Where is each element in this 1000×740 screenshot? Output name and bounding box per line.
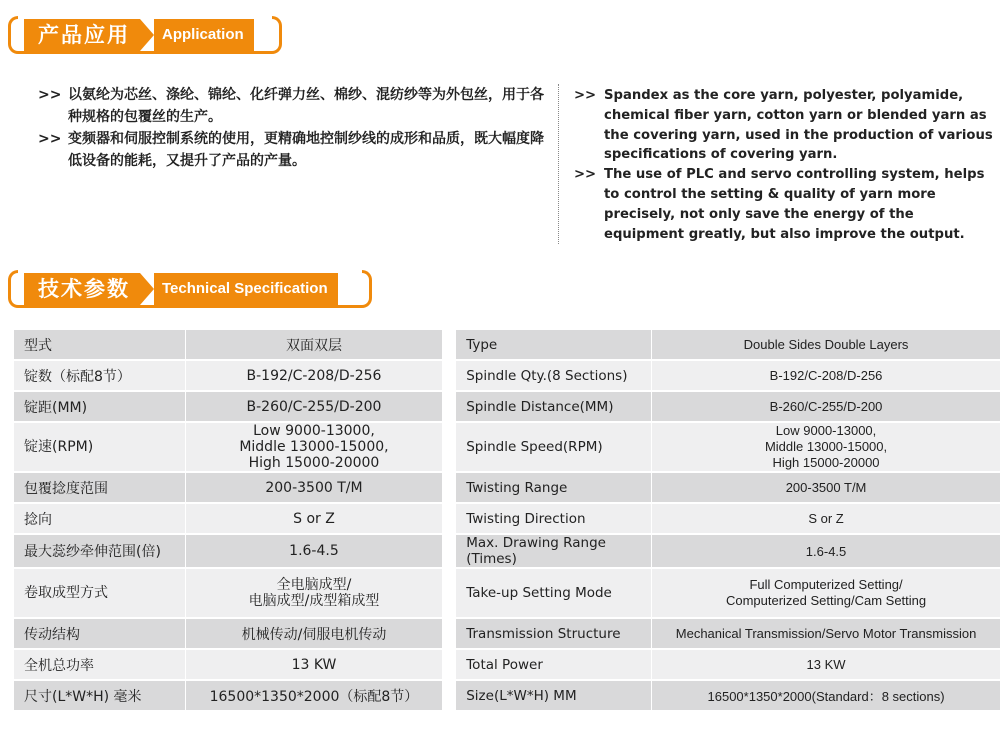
application-text-cn: [38, 84, 548, 172]
spec-row: [14, 422, 1000, 472]
spec-value-en: Mechanical Transmission/Servo Motor Transmission: [652, 618, 1000, 649]
header-bracket-right: [362, 270, 372, 308]
spec-value-en: Full Computerized Setting/ Computerized Setting/Cam Setting: [652, 568, 1000, 618]
spec-value-cn: 机械传动/伺服电机传动: [185, 618, 449, 649]
spec-row: [14, 568, 1000, 618]
bullet-marker-icon: >>: [574, 88, 597, 103]
header-underline: [18, 51, 272, 54]
spec-row: [14, 534, 1000, 568]
spec-label-en: Spindle Distance(MM): [449, 391, 651, 422]
spec-header: [8, 270, 372, 308]
spec-title-cn: 技术参数: [24, 273, 140, 305]
spec-row: [14, 649, 1000, 680]
header-bracket-left: [8, 16, 18, 54]
application-text-en: [574, 86, 994, 244]
spec-value-cn: 16500*1350*2000（标配8节）: [185, 680, 449, 711]
spec-label-cn: 锭数（标配8节）: [14, 360, 185, 391]
bullet-marker-icon: >>: [38, 87, 62, 103]
spec-row: [14, 503, 1000, 534]
spec-row: [14, 618, 1000, 649]
application-item-en: >> The use of PLC and servo controlling system, helps to control the setting & quality of yarn more precisely, not only save the energy of the equipment greatly, but also improve the output.: [574, 167, 985, 242]
spec-label-en: Take-up Setting Mode: [449, 568, 651, 618]
spec-row: [14, 472, 1000, 503]
bullet-marker-icon: >>: [574, 167, 597, 183]
application-title-cn: 产品应用: [24, 19, 140, 51]
application-header: [8, 16, 372, 54]
spec-label-cn: 锭距(MM): [14, 391, 185, 422]
spec-label-en: Type: [449, 330, 651, 360]
bullet-marker-icon: >>: [38, 131, 62, 147]
application-item-cn: >> 以氨纶为芯丝、涤纶、锦纶、化纤弹力丝、棉纱、混纺纱等为外包丝，用于各种规格的包覆丝的生产。: [38, 84, 548, 128]
spec-value-cn: 全电脑成型/ 电脑成型/成型箱成型: [185, 568, 449, 618]
spec-label-en: Twisting Direction: [449, 503, 651, 534]
spec-label-cn: 包覆捻度范围: [14, 472, 185, 503]
spec-row: [14, 391, 1000, 422]
spec-table: [14, 330, 1000, 712]
application-title-en: Application: [154, 19, 254, 51]
spec-label-en: Spindle Qty.(8 Sections): [449, 360, 651, 391]
spec-value-cn: B-192/C-208/D-256: [185, 360, 449, 391]
header-arrow-icon: [140, 19, 154, 51]
column-divider: [558, 84, 559, 244]
spec-value-cn: 双面双层: [185, 330, 449, 360]
header-arrow-icon: [140, 273, 154, 305]
header-bracket-left: [8, 270, 18, 308]
spec-label-en: Total Power: [449, 649, 651, 680]
spec-value-en: Double Sides Double Layers: [652, 330, 1000, 360]
application-item-en: >> Spandex as the core yarn, polyester, polyamide, chemical fiber yarn, cotton yarn or blended yarn as the covering yarn, used in the production of various specifications of covering yarn.: [574, 88, 993, 163]
spec-value-cn: 200-3500 T/M: [185, 472, 449, 503]
spec-value-en: 200-3500 T/M: [652, 472, 1000, 503]
spec-label-cn: 型式: [14, 330, 185, 360]
spec-label-cn: 锭速(RPM): [14, 422, 185, 472]
spec-label-cn: 卷取成型方式: [14, 568, 185, 618]
spec-value-cn: B-260/C-255/D-200: [185, 391, 449, 422]
spec-value-cn: Low 9000-13000, Middle 13000-15000, High 15000-20000: [185, 422, 449, 472]
spec-label-en: Max. Drawing Range (Times): [449, 534, 651, 568]
spec-value-en: S or Z: [652, 503, 1000, 534]
spec-value-cn: 1.6-4.5: [185, 534, 449, 568]
spec-value-en: B-192/C-208/D-256: [652, 360, 1000, 391]
spec-label-cn: 尺寸(L*W*H) 毫米: [14, 680, 185, 711]
spec-value-cn: S or Z: [185, 503, 449, 534]
spec-label-cn: 传动结构: [14, 618, 185, 649]
spec-label-en: Twisting Range: [449, 472, 651, 503]
spec-label-cn: 捻向: [14, 503, 185, 534]
spec-label-en: Size(L*W*H) MM: [449, 680, 651, 711]
application-item-cn: >> 变频器和伺服控制系统的使用，更精确地控制纱线的成形和品质，既大幅度降低设备的能耗，又提升了产品的产量。: [38, 128, 548, 172]
spec-label-cn: 最大蕊纱牵伸范围(倍): [14, 534, 185, 568]
header-underline: [18, 305, 362, 308]
header-bracket-right: [272, 16, 282, 54]
spec-label-en: Spindle Speed(RPM): [449, 422, 651, 472]
spec-value-en: 16500*1350*2000(Standard：8 sections): [652, 680, 1000, 711]
spec-label-cn: 全机总功率: [14, 649, 185, 680]
spec-row: [14, 360, 1000, 391]
spec-value-cn: 13 KW: [185, 649, 449, 680]
spec-value-en: 13 KW: [652, 649, 1000, 680]
spec-row: [14, 680, 1000, 711]
spec-value-en: Low 9000-13000, Middle 13000-15000, High 15000-20000: [652, 422, 1000, 472]
spec-title-en: Technical Specification: [154, 273, 338, 305]
spec-row: [14, 330, 1000, 360]
spec-label-en: Transmission Structure: [449, 618, 651, 649]
spec-value-en: B-260/C-255/D-200: [652, 391, 1000, 422]
spec-value-en: 1.6-4.5: [652, 534, 1000, 568]
